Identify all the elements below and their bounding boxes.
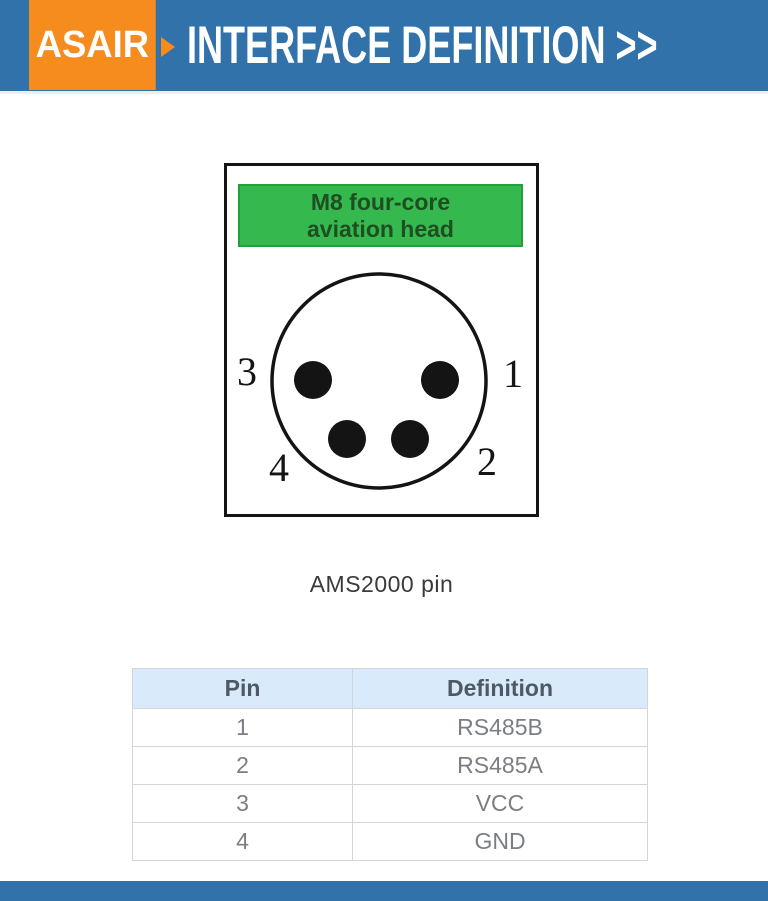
asair-logo: ASAIR [29,0,156,90]
pin-1-dot [421,361,459,399]
logo-chevron-icon [161,37,175,57]
table-row [133,785,648,823]
pin-3-dot [294,361,332,399]
table-header-row [133,669,648,709]
banner-line2: aviation head [307,215,454,242]
col-header-pin: Pin [133,669,353,709]
table-row [133,709,648,747]
pin-definition-cell: GND [353,823,648,861]
pin-2-dot [391,420,429,458]
table-row [133,747,648,785]
pin-number-cell: 3 [133,785,353,823]
header-bar [0,0,768,94]
pin-definition-table [132,668,648,861]
pin-definition-cell: RS485A [353,747,648,785]
pin-number-cell: 2 [133,747,353,785]
page-title: INTERFACE DEFINITION >> [187,15,658,75]
col-header-definition: Definition [353,669,648,709]
diagram-caption: AMS2000 pin [309,571,454,597]
banner-line1: M8 four-core [310,188,451,215]
pin-4-dot [328,420,366,458]
pin-label-1: 1 [503,351,523,396]
connector-diagram [224,163,539,517]
footer-bar [0,881,768,901]
pin-number-cell: 1 [133,709,353,747]
pin-number-cell: 4 [133,823,353,861]
pin-label-3: 3 [237,349,257,394]
pin-definition-cell: RS485B [353,709,648,747]
pin-label-2: 2 [477,439,497,484]
pin-definition-cell: VCC [353,785,648,823]
pin-label-4: 4 [269,445,289,490]
table-row [133,823,648,861]
